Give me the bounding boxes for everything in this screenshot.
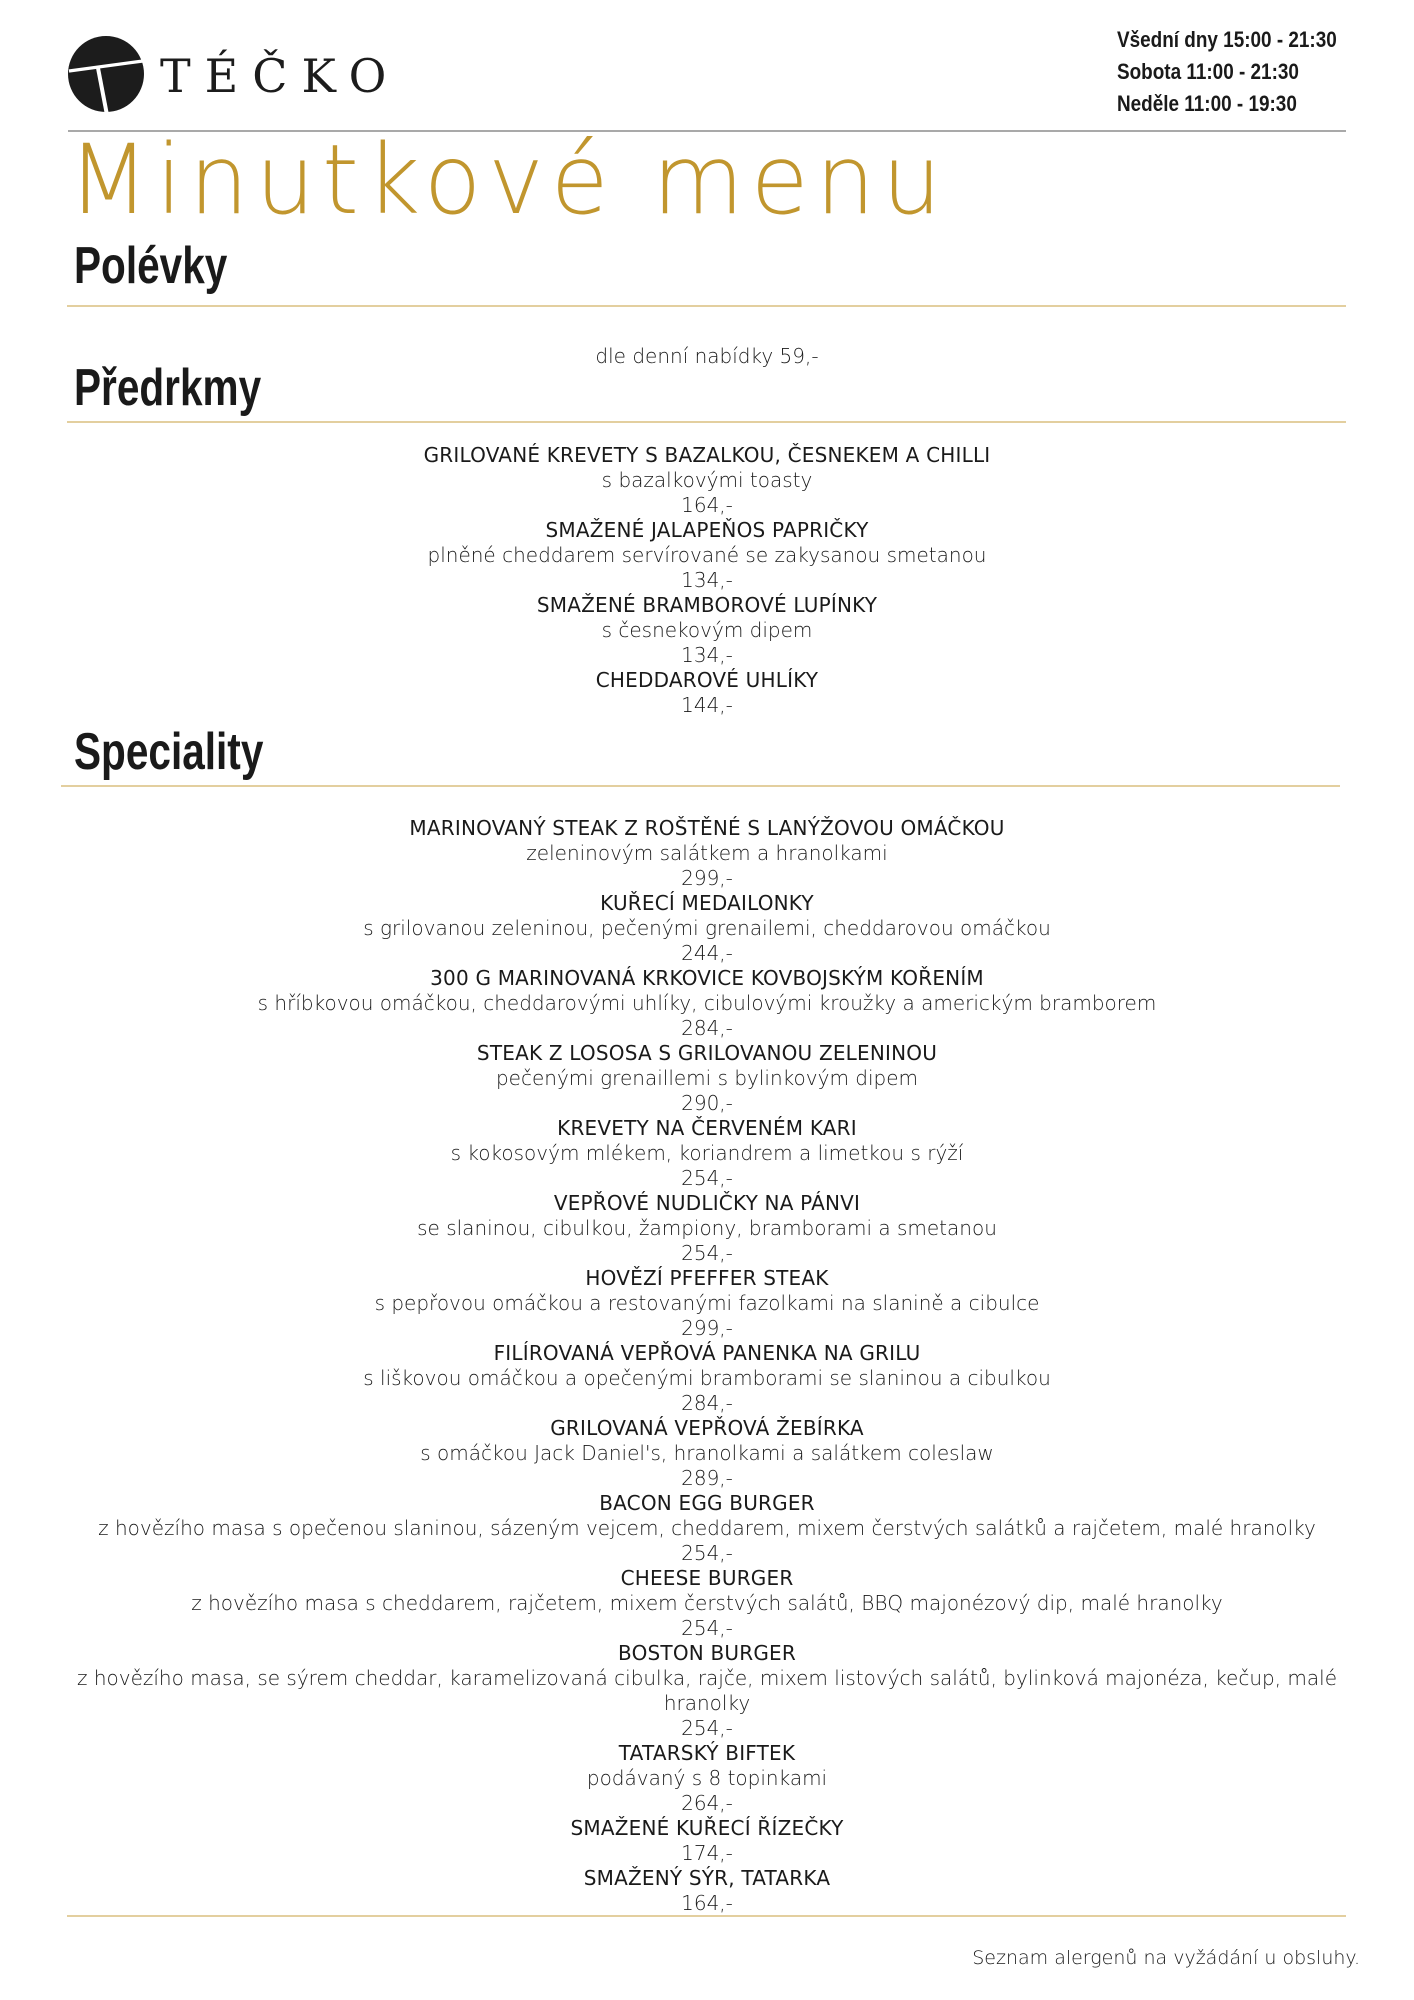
menu-item [40, 891, 1374, 966]
menu-item [40, 1416, 1374, 1491]
menu-item-name: CHEESE BURGER [620, 1566, 794, 1590]
menu-item-price: 164,- [681, 1891, 733, 1915]
menu-item-price: 134,- [681, 568, 733, 592]
menu-item-price: 144,- [681, 693, 733, 717]
menu-item-description: s kokosovým mlékem, koriandrem a limetkou s rýží [450, 1141, 964, 1165]
menu-item-price: 284,- [681, 1391, 733, 1415]
menu-item-price: 290,- [681, 1091, 733, 1115]
menu-item-description: s bazalkovými toasty [601, 468, 813, 492]
menu-item-name: STEAK Z LOSOSA S GRILOVANOU ZELENINOU [476, 1041, 938, 1065]
menu-item-description: plněné cheddarem servírované se zakysanou smetanou [427, 543, 987, 567]
menu-item-name: SMAŽENÉ JALAPEŇOS PAPRIČKY [545, 518, 869, 542]
menu-item-price: 134,- [681, 643, 733, 667]
menu-item-price: 299,- [681, 866, 733, 890]
section-heading-starters: Předrkmy [74, 359, 262, 417]
menu-item-price: 299,- [681, 1316, 733, 1340]
section-heading-specials: Speciality [74, 723, 264, 781]
menu-item-description: z hovězího masa s cheddarem, rajčetem, mixem čerstvých salátů, BBQ majonézový dip, malé hranolky [191, 1591, 1223, 1615]
footer-divider [67, 1915, 1346, 1917]
menu-item-description: s česnekovým dipem [601, 618, 813, 642]
menu-item-description: pečenými grenaillemi s bylinkovým dipem [495, 1066, 919, 1090]
menu-item [40, 966, 1374, 1041]
allergen-note: Seznam alergenů na vyžádání u obsluhy. [972, 1947, 1360, 1969]
menu-item-name: SMAŽENÉ KUŘECÍ ŘÍZEČKY [570, 1816, 844, 1840]
section-divider-specials [61, 785, 1340, 787]
menu-item [40, 668, 1374, 718]
menu-item [40, 816, 1374, 891]
menu-item [40, 1866, 1374, 1916]
menu-item-name: KREVETY NA ČERVENÉM KARI [557, 1116, 857, 1140]
menu-item-name: FILÍROVANÁ VEPŘOVÁ PANENKA NA GRILU [493, 1341, 921, 1365]
hours-saturday: Sobota 11:00 - 21:30 [1117, 59, 1299, 84]
menu-item-description: se slaninou, cibulkou, žampiony, bramborami a smetanou [417, 1216, 997, 1240]
menu-item-price: 264,- [681, 1791, 733, 1815]
menu-item-price: 244,- [681, 941, 733, 965]
menu-item-description: podávaný s 8 topinkami [586, 1766, 828, 1790]
menu-item [40, 1641, 1374, 1741]
menu-item-description: z hovězího masa, se sýrem cheddar, karamelizovaná cibulka, rajče, mixem listových salátů, bylinková majonéza, kečup, malé hranolky [76, 1666, 1338, 1715]
menu-item [40, 518, 1374, 593]
menu-item [40, 1116, 1374, 1191]
menu-item-name: SMAŽENÝ SÝR, TATARKA [583, 1866, 831, 1890]
menu-item-price: 254,- [681, 1716, 733, 1740]
menu-item-description: s hříbkovou omáčkou, cheddarovými uhlíky, cibulovými kroužky a americkým bramborem [257, 991, 1157, 1015]
menu-item-name: HOVĚZÍ PFEFFER STEAK [585, 1266, 829, 1290]
menu-item-price: 164,- [681, 493, 733, 517]
menu-item-name: MARINOVANÝ STEAK Z ROŠTĚNÉ S LANÝŽOVOU OMÁČKOU [409, 816, 1005, 840]
menu-item-price: 254,- [681, 1541, 733, 1565]
menu-item-description: zeleninovým salátkem a hranolkami [526, 841, 888, 865]
menu-item-name: BACON EGG BURGER [599, 1491, 815, 1515]
starters-list [40, 443, 1374, 718]
hours-weekdays: Všední dny 15:00 - 21:30 [1117, 27, 1337, 52]
menu-item-name: GRILOVANÉ KREVETY S BAZALKOU, ČESNEKEM A CHILLI [423, 443, 991, 467]
menu-item-name: GRILOVANÁ VEPŘOVÁ ŽEBÍRKA [550, 1416, 864, 1440]
menu-item [40, 443, 1374, 518]
menu-item-name: SMAŽENÉ BRAMBOROVÉ LUPÍNKY [536, 593, 878, 617]
menu-item [40, 593, 1374, 668]
menu-item-description: s omáčkou Jack Daniel's, hranolkami a salátkem coleslaw [420, 1441, 994, 1465]
opening-hours [1117, 24, 1337, 120]
menu-item-price: 254,- [681, 1616, 733, 1640]
section-heading-soups: Polévky [74, 237, 228, 295]
tecko-logo-icon [67, 35, 145, 113]
menu-item [40, 1041, 1374, 1116]
menu-item-price: 174,- [681, 1841, 733, 1865]
menu-item-price: 289,- [681, 1466, 733, 1490]
menu-item-price: 254,- [681, 1241, 733, 1265]
menu-item-description: s pepřovou omáčkou a restovanými fazolkami na slanině a cibulce [374, 1291, 1040, 1315]
menu-item-description: z hovězího masa s opečenou slaninou, sázeným vejcem, cheddarem, mixem čerstvých salátků a rajčetem, malé hranolky [98, 1516, 1316, 1540]
menu-item-price: 284,- [681, 1016, 733, 1040]
menu-item [40, 1491, 1374, 1566]
menu-item [40, 1191, 1374, 1266]
menu-item-description: s grilovanou zeleninou, pečenými grenailemi, cheddarovou omáčkou [363, 916, 1051, 940]
brand-name: TÉČKO [160, 49, 401, 103]
menu-item-name: TATARSKÝ BIFTEK [618, 1741, 796, 1765]
menu-item [40, 1741, 1374, 1816]
soup-note: dle denní nabídky 59,- [595, 344, 819, 368]
section-divider-starters [67, 421, 1346, 423]
specials-list [40, 816, 1374, 1916]
menu-item [40, 1566, 1374, 1641]
section-divider-soups [67, 305, 1346, 307]
menu-item-name: CHEDDAROVÉ UHLÍKY [595, 668, 819, 692]
page-title: Minutkové menu [68, 124, 949, 236]
menu-item-name: VEPŘOVÉ NUDLIČKY NA PÁNVI [553, 1191, 861, 1215]
menu-item-name: BOSTON BURGER [618, 1641, 796, 1665]
menu-item-name: 300 G MARINOVANÁ KRKOVICE KOVBOJSKÝM KOŘENÍM [430, 966, 984, 990]
menu-item [40, 1266, 1374, 1341]
hours-sunday: Neděle 11:00 - 19:30 [1117, 91, 1297, 116]
menu-item [40, 1816, 1374, 1866]
menu-item-name: KUŘECÍ MEDAILONKY [600, 891, 814, 915]
menu-item [40, 1341, 1374, 1416]
menu-item-description: s liškovou omáčkou a opečenými bramborami se slaninou a cibulkou [363, 1366, 1051, 1390]
menu-item-price: 254,- [681, 1166, 733, 1190]
